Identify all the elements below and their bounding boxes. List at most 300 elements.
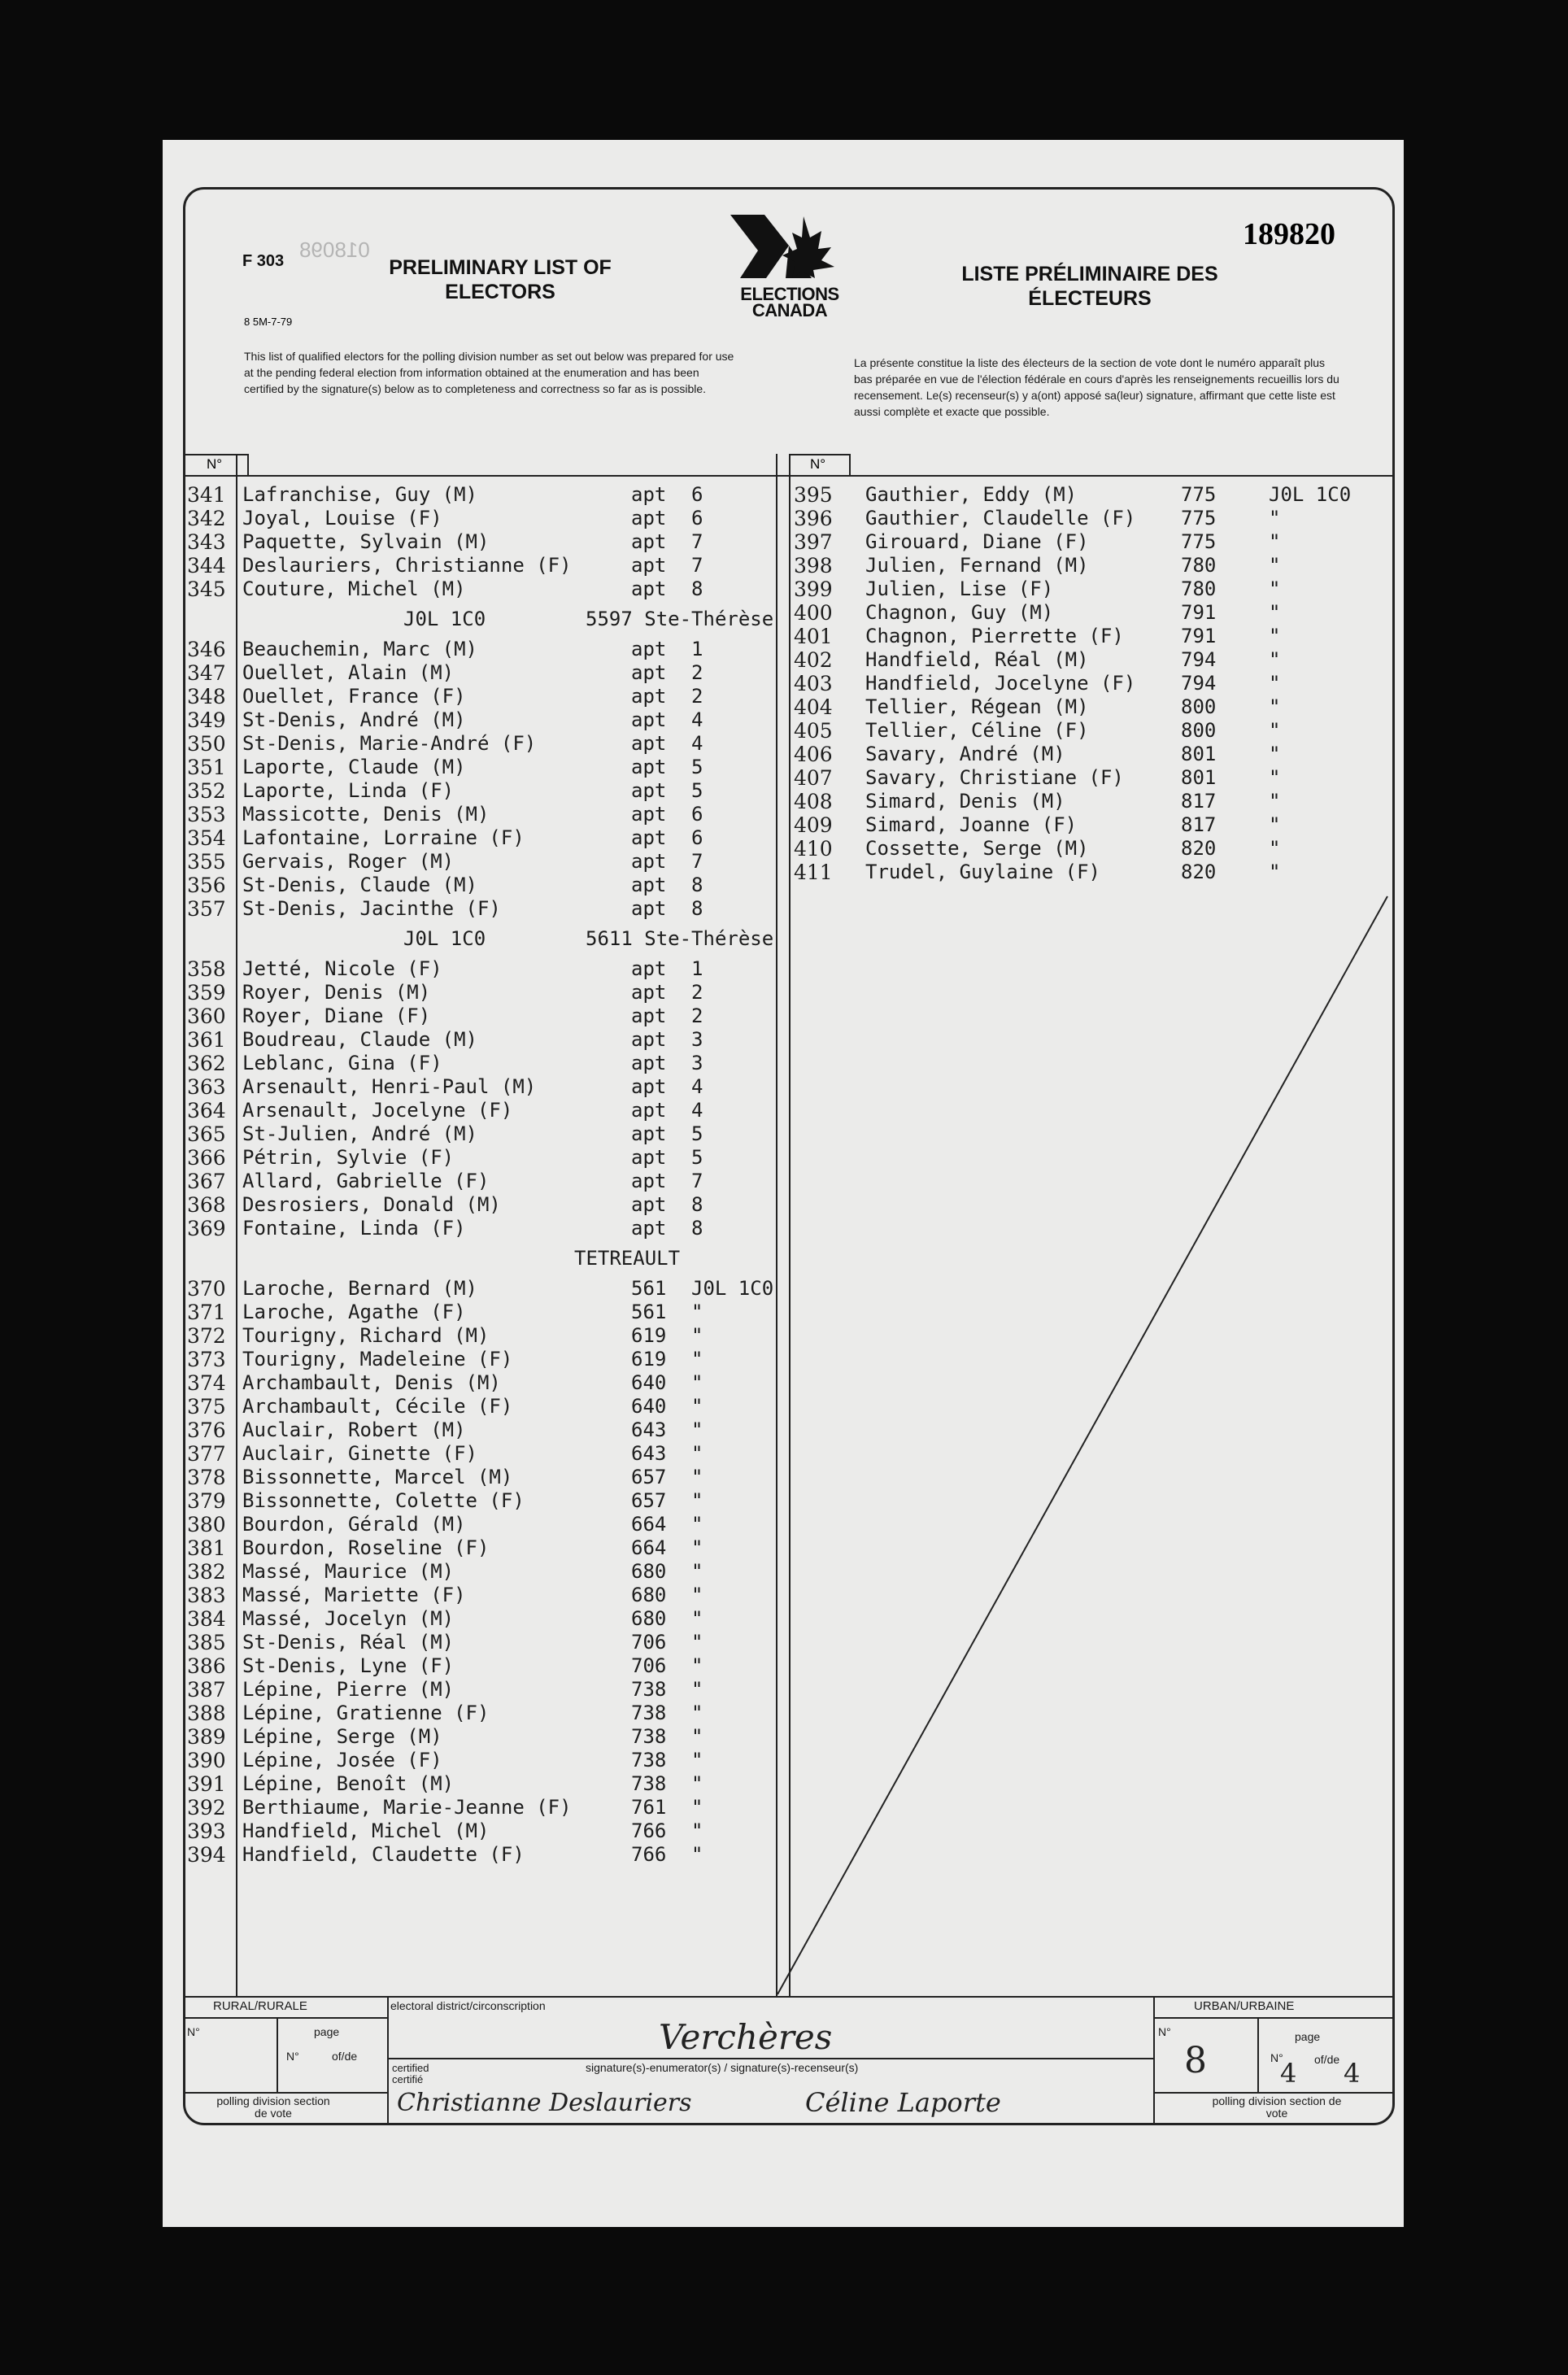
elector-name: Gauthier, Claudelle (F) <box>865 507 1136 529</box>
elector-name: Lafranchise, Guy (M) <box>242 483 477 506</box>
address-unit: 766 <box>631 1819 667 1842</box>
address-number: " <box>691 1324 703 1347</box>
elector-number: 388 <box>187 1702 226 1725</box>
elector-name: St-Denis, André (M) <box>242 708 466 731</box>
elector-number: 399 <box>794 577 833 601</box>
elector-number: 348 <box>187 685 226 708</box>
rule <box>1153 1996 1155 2124</box>
address-unit: 820 <box>1181 837 1217 860</box>
elector-name: Trudel, Guylaine (F) <box>865 861 1100 883</box>
elector-number: 406 <box>794 743 833 766</box>
address-unit: apt <box>631 1099 667 1122</box>
elector-name: Lépine, Gratienne (F) <box>242 1702 490 1724</box>
elector-number: 365 <box>187 1122 226 1146</box>
elector-number: 389 <box>187 1725 226 1749</box>
elector-name: Lépine, Benoît (M) <box>242 1772 455 1795</box>
address-number: 4 <box>691 1075 703 1098</box>
address-number: 8 <box>691 1217 703 1240</box>
address-unit: 794 <box>1181 672 1217 695</box>
address-number: " <box>1269 719 1281 742</box>
address-number: 7 <box>691 1170 703 1192</box>
elector-name: Couture, Michel (M) <box>242 577 466 600</box>
rural-of-label: of/de <box>332 2050 358 2063</box>
address-number: " <box>1269 813 1281 836</box>
elector-name: St-Julien, André (M) <box>242 1122 477 1145</box>
address-number: " <box>1269 695 1281 718</box>
address-number: " <box>691 1513 703 1536</box>
rule <box>236 454 237 1998</box>
elector-number: 385 <box>187 1631 226 1654</box>
elector-name: Massé, Mariette (F) <box>242 1584 466 1606</box>
address-number: " <box>1269 648 1281 671</box>
address-unit: 817 <box>1181 790 1217 813</box>
rule <box>1153 2017 1394 2019</box>
rural-no2-label: N° <box>286 2050 299 2063</box>
elector-number: 382 <box>187 1560 226 1584</box>
address-number: " <box>691 1301 703 1323</box>
elector-number: 404 <box>794 695 833 719</box>
elector-name: Royer, Diane (F) <box>242 1004 431 1027</box>
address-unit: 664 <box>631 1513 667 1536</box>
address-unit: 664 <box>631 1536 667 1559</box>
elector-number: 368 <box>187 1193 226 1217</box>
address-number: " <box>1269 601 1281 624</box>
elector-number: 363 <box>187 1075 226 1099</box>
address-unit: 738 <box>631 1702 667 1724</box>
address-number: " <box>1269 861 1281 883</box>
elector-name: Julien, Fernand (M) <box>865 554 1089 577</box>
address-number: " <box>691 1678 703 1701</box>
elector-number: 371 <box>187 1301 226 1324</box>
elector-name: St-Denis, Lyne (F) <box>242 1654 455 1677</box>
street-address: 5611 Ste-Thérèse <box>586 927 774 950</box>
address-number: 2 <box>691 1004 703 1027</box>
elector-name: Lafontaine, Lorraine (F) <box>242 826 525 849</box>
rule <box>184 1996 1394 1998</box>
elector-name: Handfield, Jocelyne (F) <box>865 672 1136 695</box>
elector-name: Arsenault, Jocelyne (F) <box>242 1099 513 1122</box>
address-unit: 791 <box>1181 601 1217 624</box>
rule <box>849 454 851 475</box>
address-number: " <box>691 1607 703 1630</box>
address-unit: 619 <box>631 1324 667 1347</box>
address-unit: apt <box>631 685 667 708</box>
address-unit: 640 <box>631 1371 667 1394</box>
elector-name: Cossette, Serge (M) <box>865 837 1089 860</box>
rule <box>184 454 247 455</box>
address-unit: 640 <box>631 1395 667 1418</box>
elector-number: 346 <box>187 638 226 661</box>
district-label: electoral district/circonscription <box>390 1999 546 2012</box>
serial-number: 189820 <box>1243 217 1335 251</box>
rural-polling-division-label: polling division section de vote <box>216 2094 330 2120</box>
address-number: " <box>691 1395 703 1418</box>
address-unit: apt <box>631 874 667 896</box>
elector-number: 386 <box>187 1654 226 1678</box>
elector-number: 394 <box>187 1843 226 1867</box>
elector-name: Simard, Joanne (F) <box>865 813 1078 836</box>
address-unit: 738 <box>631 1772 667 1795</box>
elector-number: 359 <box>187 981 226 1004</box>
elector-number: 342 <box>187 507 226 530</box>
address-unit: 820 <box>1181 861 1217 883</box>
urban-polling-number: 8 <box>1184 2040 1207 2081</box>
address-number: 6 <box>691 507 703 529</box>
elector-name: Laroche, Agathe (F) <box>242 1301 466 1323</box>
address-unit: apt <box>631 1052 667 1074</box>
elector-name: Savary, André (M) <box>865 743 1065 765</box>
address-unit: 775 <box>1181 483 1217 506</box>
elector-number: 370 <box>187 1277 226 1301</box>
address-number: 1 <box>691 638 703 660</box>
elector-number: 393 <box>187 1819 226 1843</box>
elector-number: 357 <box>187 897 226 921</box>
elector-number: 405 <box>794 719 833 743</box>
print-code: 8 5M-7-79 <box>244 316 293 328</box>
elector-number: 395 <box>794 483 833 507</box>
elector-number: 376 <box>187 1418 226 1442</box>
address-number: " <box>691 1749 703 1771</box>
address-number: J0L 1C0 <box>1269 483 1352 506</box>
elector-name: Massé, Maurice (M) <box>242 1560 455 1583</box>
elector-name: Ouellet, France (F) <box>242 685 466 708</box>
elector-number: 392 <box>187 1796 226 1819</box>
col-no-right: N° <box>810 456 826 472</box>
title-english: PRELIMINARY LIST OF ELECTORS <box>389 256 612 303</box>
address-unit: apt <box>631 1075 667 1098</box>
elector-name: Joyal, Louise (F) <box>242 507 442 529</box>
elector-name: Lépine, Josée (F) <box>242 1749 442 1771</box>
urban-page-number: 4 <box>1280 2058 1297 2089</box>
address-unit: apt <box>631 826 667 849</box>
elector-number: 403 <box>794 672 833 695</box>
address-number: " <box>691 1536 703 1559</box>
address-number: " <box>691 1631 703 1654</box>
address-number: " <box>1269 577 1281 600</box>
stamp-number: 018098 <box>299 238 370 262</box>
urban-page-label: page <box>1295 2030 1321 2043</box>
address-number: " <box>691 1560 703 1583</box>
address-unit: 680 <box>631 1560 667 1583</box>
elector-number: 354 <box>187 826 226 850</box>
elector-name: Archambault, Cécile (F) <box>242 1395 513 1418</box>
elector-name: Royer, Denis (M) <box>242 981 431 1004</box>
address-unit: 775 <box>1181 530 1217 553</box>
address-number: " <box>1269 766 1281 789</box>
elector-name: Ouellet, Alain (M) <box>242 661 455 684</box>
elector-number: 351 <box>187 756 226 779</box>
street-address: TETREAULT <box>574 1247 681 1270</box>
note-french: La présente constitue la liste des électeurs de la section de vote dont le numéro apparaît plus bas préparée en vue de l'élection fédérale en cours d'après les renseignements recueillis lors du recensement. Le(s) recenseur(s) y a(ont) apposé sa(leur) signature, affirmant que cette liste est aussi complète et exacte que possible. <box>854 356 1339 418</box>
elector-name: Laroche, Bernard (M) <box>242 1277 477 1300</box>
address-unit: 619 <box>631 1348 667 1371</box>
address-unit: 817 <box>1181 813 1217 836</box>
address-unit: 801 <box>1181 766 1217 789</box>
address-unit: 800 <box>1181 695 1217 718</box>
address-unit: 706 <box>631 1631 667 1654</box>
signature-2: Céline Laporte <box>805 2087 1001 2118</box>
address-number: 4 <box>691 1099 703 1122</box>
elector-number: 355 <box>187 850 226 874</box>
elector-number: 409 <box>794 813 833 837</box>
address-number: " <box>1269 625 1281 647</box>
address-number: 6 <box>691 803 703 826</box>
elector-number: 397 <box>794 530 833 554</box>
elector-name: Jetté, Nicole (F) <box>242 957 442 980</box>
elector-number: 343 <box>187 530 226 554</box>
elector-name: Massé, Jocelyn (M) <box>242 1607 455 1630</box>
address-number: 5 <box>691 1122 703 1145</box>
form-code: F 303 <box>242 252 285 270</box>
elector-name: Julien, Lise (F) <box>865 577 1054 600</box>
elector-number: 398 <box>794 554 833 577</box>
address-unit: 680 <box>631 1607 667 1630</box>
address-unit: 738 <box>631 1725 667 1748</box>
cancel-diagonal <box>776 895 1394 2001</box>
elector-name: Auclair, Ginette (F) <box>242 1442 477 1465</box>
rule <box>387 2058 1153 2059</box>
address-unit: 561 <box>631 1301 667 1323</box>
elector-number: 375 <box>187 1395 226 1418</box>
elector-number: 356 <box>187 874 226 897</box>
elector-name: Massicotte, Denis (M) <box>242 803 490 826</box>
address-number: J0L 1C0 <box>691 1277 774 1300</box>
address-unit: 761 <box>631 1796 667 1819</box>
elector-name: Chagnon, Pierrette (F) <box>865 625 1124 647</box>
elector-number: 350 <box>187 732 226 756</box>
elector-name: Paquette, Sylvain (M) <box>242 530 490 553</box>
elector-name: Bourdon, Gérald (M) <box>242 1513 466 1536</box>
urban-no2-label: N° <box>1270 2051 1283 2064</box>
elector-name: Desrosiers, Donald (M) <box>242 1193 501 1216</box>
address-number: " <box>691 1466 703 1488</box>
logo-text: ELECTIONS CANADA <box>740 284 839 320</box>
signature-label: signature(s)-enumerator(s) / signature(s)-recenseur(s) <box>586 2061 859 2074</box>
certified-label: certified certifié <box>392 2062 429 2085</box>
address-unit: apt <box>631 1028 667 1051</box>
elector-number: 347 <box>187 661 226 685</box>
address-unit: apt <box>631 1170 667 1192</box>
address-number: " <box>1269 507 1281 529</box>
elector-name: Bissonnette, Marcel (M) <box>242 1466 513 1488</box>
address-number: 5 <box>691 779 703 802</box>
address-unit: apt <box>631 957 667 980</box>
elector-number: 391 <box>187 1772 226 1796</box>
elector-number: 410 <box>794 837 833 861</box>
elector-name: Simard, Denis (M) <box>865 790 1065 813</box>
rule <box>387 1996 389 2124</box>
rule <box>184 2092 387 2094</box>
address-unit: apt <box>631 1004 667 1027</box>
address-number: " <box>691 1654 703 1677</box>
address-unit: 561 <box>631 1277 667 1300</box>
elector-name: Handfield, Michel (M) <box>242 1819 490 1842</box>
elector-number: 341 <box>187 483 226 507</box>
address-unit: apt <box>631 554 667 577</box>
elector-name: Laporte, Claude (M) <box>242 756 466 778</box>
address-number: " <box>1269 530 1281 553</box>
address-number: 6 <box>691 483 703 506</box>
address-unit: apt <box>631 897 667 920</box>
rule <box>277 2017 278 2092</box>
address-number: 2 <box>691 685 703 708</box>
elector-name: Beauchemin, Marc (M) <box>242 638 477 660</box>
address-number: 6 <box>691 826 703 849</box>
elector-number: 396 <box>794 507 833 530</box>
address-number: 3 <box>691 1028 703 1051</box>
elector-number: 372 <box>187 1324 226 1348</box>
elector-name: Tellier, Régean (M) <box>865 695 1089 718</box>
elector-name: Pétrin, Sylvie (F) <box>242 1146 455 1169</box>
address-unit: apt <box>631 1217 667 1240</box>
elector-number: 349 <box>187 708 226 732</box>
address-unit: apt <box>631 850 667 873</box>
elector-name: Allard, Gabrielle (F) <box>242 1170 490 1192</box>
elector-number: 378 <box>187 1466 226 1489</box>
elector-number: 358 <box>187 957 226 981</box>
address-unit: 766 <box>631 1843 667 1866</box>
address-number: " <box>1269 790 1281 813</box>
elector-number: 369 <box>187 1217 226 1240</box>
elector-name: Gervais, Roger (M) <box>242 850 455 873</box>
elector-number: 352 <box>187 779 226 803</box>
address-number: 3 <box>691 1052 703 1074</box>
elector-name: Archambault, Denis (M) <box>242 1371 501 1394</box>
rule <box>184 454 185 1998</box>
address-number: " <box>691 1489 703 1512</box>
address-unit: 780 <box>1181 577 1217 600</box>
elector-name: Berthiaume, Marie-Jeanne (F) <box>242 1796 572 1819</box>
address-unit: 657 <box>631 1489 667 1512</box>
street-address: 5597 Ste-Thérèse <box>586 608 774 630</box>
address-unit: 791 <box>1181 625 1217 647</box>
rule <box>1257 2017 1259 2092</box>
elector-name: Auclair, Robert (M) <box>242 1418 466 1441</box>
elector-name: Bissonnette, Colette (F) <box>242 1489 525 1512</box>
address-unit: 680 <box>631 1584 667 1606</box>
rule <box>789 454 849 455</box>
address-number: " <box>691 1725 703 1748</box>
address-unit: 738 <box>631 1678 667 1701</box>
address-number: 1 <box>691 957 703 980</box>
address-number: 7 <box>691 530 703 553</box>
address-unit: 780 <box>1181 554 1217 577</box>
address-number: " <box>691 1348 703 1371</box>
elector-number: 345 <box>187 577 226 601</box>
address-number: " <box>1269 743 1281 765</box>
urban-of-number: 4 <box>1344 2058 1361 2089</box>
elector-number: 367 <box>187 1170 226 1193</box>
address-number: " <box>691 1584 703 1606</box>
address-unit: apt <box>631 1193 667 1216</box>
address-number: " <box>691 1819 703 1842</box>
rural-label: RURAL/RURALE <box>213 1999 307 2013</box>
urban-of-label: of/de <box>1314 2053 1340 2066</box>
address-unit: 794 <box>1181 648 1217 671</box>
address-number: " <box>691 1371 703 1394</box>
district-value: Verchères <box>659 2017 833 2057</box>
address-unit: apt <box>631 661 667 684</box>
elector-number: 360 <box>187 1004 226 1028</box>
address-unit: apt <box>631 1146 667 1169</box>
rule <box>247 454 249 475</box>
address-unit: apt <box>631 577 667 600</box>
address-unit: apt <box>631 732 667 755</box>
elector-name: Deslauriers, Christianne (F) <box>242 554 572 577</box>
rural-no-label: N° <box>187 2025 200 2038</box>
address-unit: 775 <box>1181 507 1217 529</box>
address-unit: 643 <box>631 1418 667 1441</box>
elector-number: 381 <box>187 1536 226 1560</box>
elector-number: 373 <box>187 1348 226 1371</box>
address-number: " <box>691 1702 703 1724</box>
elector-number: 379 <box>187 1489 226 1513</box>
address-number: " <box>691 1796 703 1819</box>
address-unit: 706 <box>631 1654 667 1677</box>
address-number: 5 <box>691 756 703 778</box>
elector-name: Arsenault, Henri-Paul (M) <box>242 1075 537 1098</box>
elector-number: 400 <box>794 601 833 625</box>
address-number: " <box>691 1772 703 1795</box>
elector-name: St-Denis, Claude (M) <box>242 874 477 896</box>
elector-name: Handfield, Claudette (F) <box>242 1843 525 1866</box>
elector-name: Lépine, Pierre (M) <box>242 1678 455 1701</box>
urban-polling-division-label: polling division section de vote <box>1212 2094 1342 2120</box>
address-unit: 643 <box>631 1442 667 1465</box>
elector-name: Handfield, Réal (M) <box>865 648 1089 671</box>
elector-number: 402 <box>794 648 833 672</box>
address-number: " <box>1269 554 1281 577</box>
elector-name: Lépine, Serge (M) <box>242 1725 442 1748</box>
elector-number: 353 <box>187 803 226 826</box>
elector-number: 384 <box>187 1607 226 1631</box>
elector-number: 361 <box>187 1028 226 1052</box>
address-unit: apt <box>631 756 667 778</box>
elector-number: 411 <box>794 861 833 884</box>
address-unit: apt <box>631 638 667 660</box>
elector-name: Girouard, Diane (F) <box>865 530 1089 553</box>
address-number: 8 <box>691 874 703 896</box>
address-unit: apt <box>631 1122 667 1145</box>
elector-name: Tourigny, Madeleine (F) <box>242 1348 513 1371</box>
elector-number: 364 <box>187 1099 226 1122</box>
address-number: " <box>691 1442 703 1465</box>
address-unit: 800 <box>1181 719 1217 742</box>
elector-name: Fontaine, Linda (F) <box>242 1217 466 1240</box>
address-number: 7 <box>691 850 703 873</box>
elector-name: Tellier, Céline (F) <box>865 719 1089 742</box>
postal-code: J0L 1C0 <box>403 608 486 630</box>
address-unit: apt <box>631 803 667 826</box>
elector-name: Savary, Christiane (F) <box>865 766 1124 789</box>
urban-no-label: N° <box>1158 2025 1171 2038</box>
address-number: 2 <box>691 981 703 1004</box>
address-number: " <box>691 1418 703 1441</box>
elector-name: Tourigny, Richard (M) <box>242 1324 490 1347</box>
elector-name: St-Denis, Jacinthe (F) <box>242 897 501 920</box>
elector-number: 387 <box>187 1678 226 1702</box>
elector-number: 374 <box>187 1371 226 1395</box>
address-number: 4 <box>691 732 703 755</box>
address-number: 4 <box>691 708 703 731</box>
address-unit: apt <box>631 507 667 529</box>
address-number: 8 <box>691 1193 703 1216</box>
address-number: 8 <box>691 897 703 920</box>
elector-number: 366 <box>187 1146 226 1170</box>
address-unit: apt <box>631 530 667 553</box>
elector-number: 377 <box>187 1442 226 1466</box>
address-number: 8 <box>691 577 703 600</box>
